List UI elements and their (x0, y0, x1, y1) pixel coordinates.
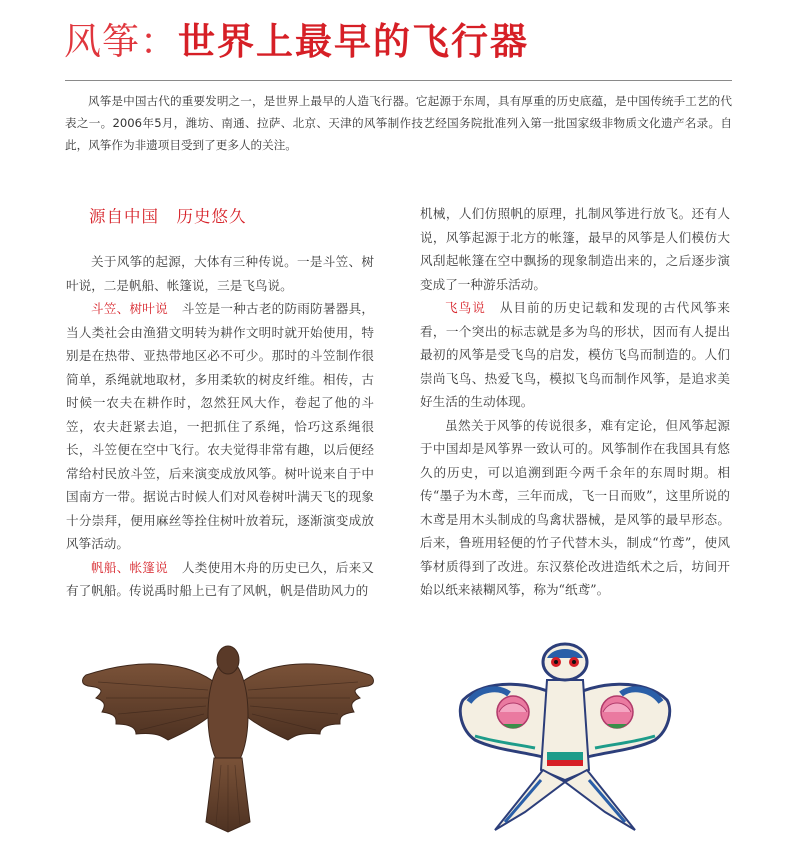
title-divider (65, 80, 732, 81)
right-column (420, 202, 730, 602)
wooden-eagle-kite-icon (78, 640, 378, 835)
sail-tent-continued-paragraph: 机械，人们仿照帆的原理，扎制风筝进行放飞。还有人说，风筝起源于北方的帐篷，最早的风筝是人们模仿大风刮起帐篷在空中飘扬的现象制造出来的，之后逐步演变成了一种游乐活动。 (420, 206, 730, 292)
sail-tent-label: 帆船、帐篷说 (91, 559, 168, 575)
sail-tent-text: 人类使用木舟的历史已久，后来又有了帆船。传说禹时船上已有了风帆，帆是借助风力的 (66, 559, 374, 598)
origin-intro-paragraph: 关于风筝的起源，大体有三种传说。一是斗笠、树叶说，二是帆船、帐篷说，三是飞鸟说。 (66, 254, 374, 293)
bird-label: 飞鸟说 (445, 300, 486, 315)
bird-text: 从目前的历史记载和发现的古代风筝来看，一个突出的标志就是多为鸟的形状，因而有人提出最初的风筝是受飞鸟的启发，模仿飞鸟而制造的。人们崇尚飞鸟、热爱飞鸟，模拟飞鸟而制作风筝，是追求美好生活的生动体现。 (420, 300, 731, 409)
left-column (66, 250, 374, 603)
hat-leaf-label: 斗笠、树叶说 (91, 301, 168, 316)
title-main: 世界上最早的飞行器 (178, 20, 529, 63)
conclusion-paragraph: 虽然关于风筝的传说很多，难有定论，但风筝起源于中国却是风筝界一致认可的。风筝制作在我国具有悠久的历史，可以追溯到距今两千余年的东周时期。相传“墨子为木鸢，三年而成，飞一日而败”，这里所说的木鸢是用木头制成的鸟禽状器械，是风筝的最早形态。后来，鲁班用轻便的竹子代替木头，制成“竹鸢”，使风筝材质得到了改进。东汉蔡伦改进造纸术之后，坊间开始以纸来裱糊风筝，称为“纸鸢”。 (420, 417, 730, 597)
page-title (64, 14, 529, 70)
bird-paragraph (420, 296, 730, 414)
hat-leaf-text: 斗笠是一种古老的防雨防暑器具，当人类社会由渔猎文明转为耕作文明时就开始使用，特别是在热带、亚热带地区必不可少。那时的斗笠制作很简单，系绳就地取材，多用柔软的树皮纤维。相传，古时候一农夫在耕作时，忽然狂风大作，卷起了他的斗笠，农夫赶紧去追，一把抓住了系绳，恰巧这系绳很长，斗笠便在空中飞行。农夫觉得非常有趣，以后便经常给村民放斗笠，后来演变成放风筝。树叶说来自于中国南方一带。据说古时候人们对风卷树叶满天飞的现象十分崇拜，便用麻丝等拴住树叶放着玩，逐渐演变成放风筝活动。 (66, 301, 374, 551)
hat-leaf-paragraph (66, 297, 374, 556)
sail-tent-paragraph (66, 556, 374, 603)
intro-paragraph: 风筝是中国古代的重要发明之一，是世界上最早的人造飞行器。它起源于东周，具有厚重的历史底蕴，是中国传统手工艺的代表之一。2006年5月，潍坊、南通、拉萨、北京、天津的风筝制作技艺经国务院批准列入第一批国家级非物质文化遗产名录。自此，风筝作为非遗项目受到了更多人的关注。 (65, 94, 732, 152)
title-prefix: 风筝： (64, 20, 178, 63)
swallow-kite-icon (455, 640, 675, 840)
section-heading: 源自中国 历史悠久 (89, 207, 247, 226)
